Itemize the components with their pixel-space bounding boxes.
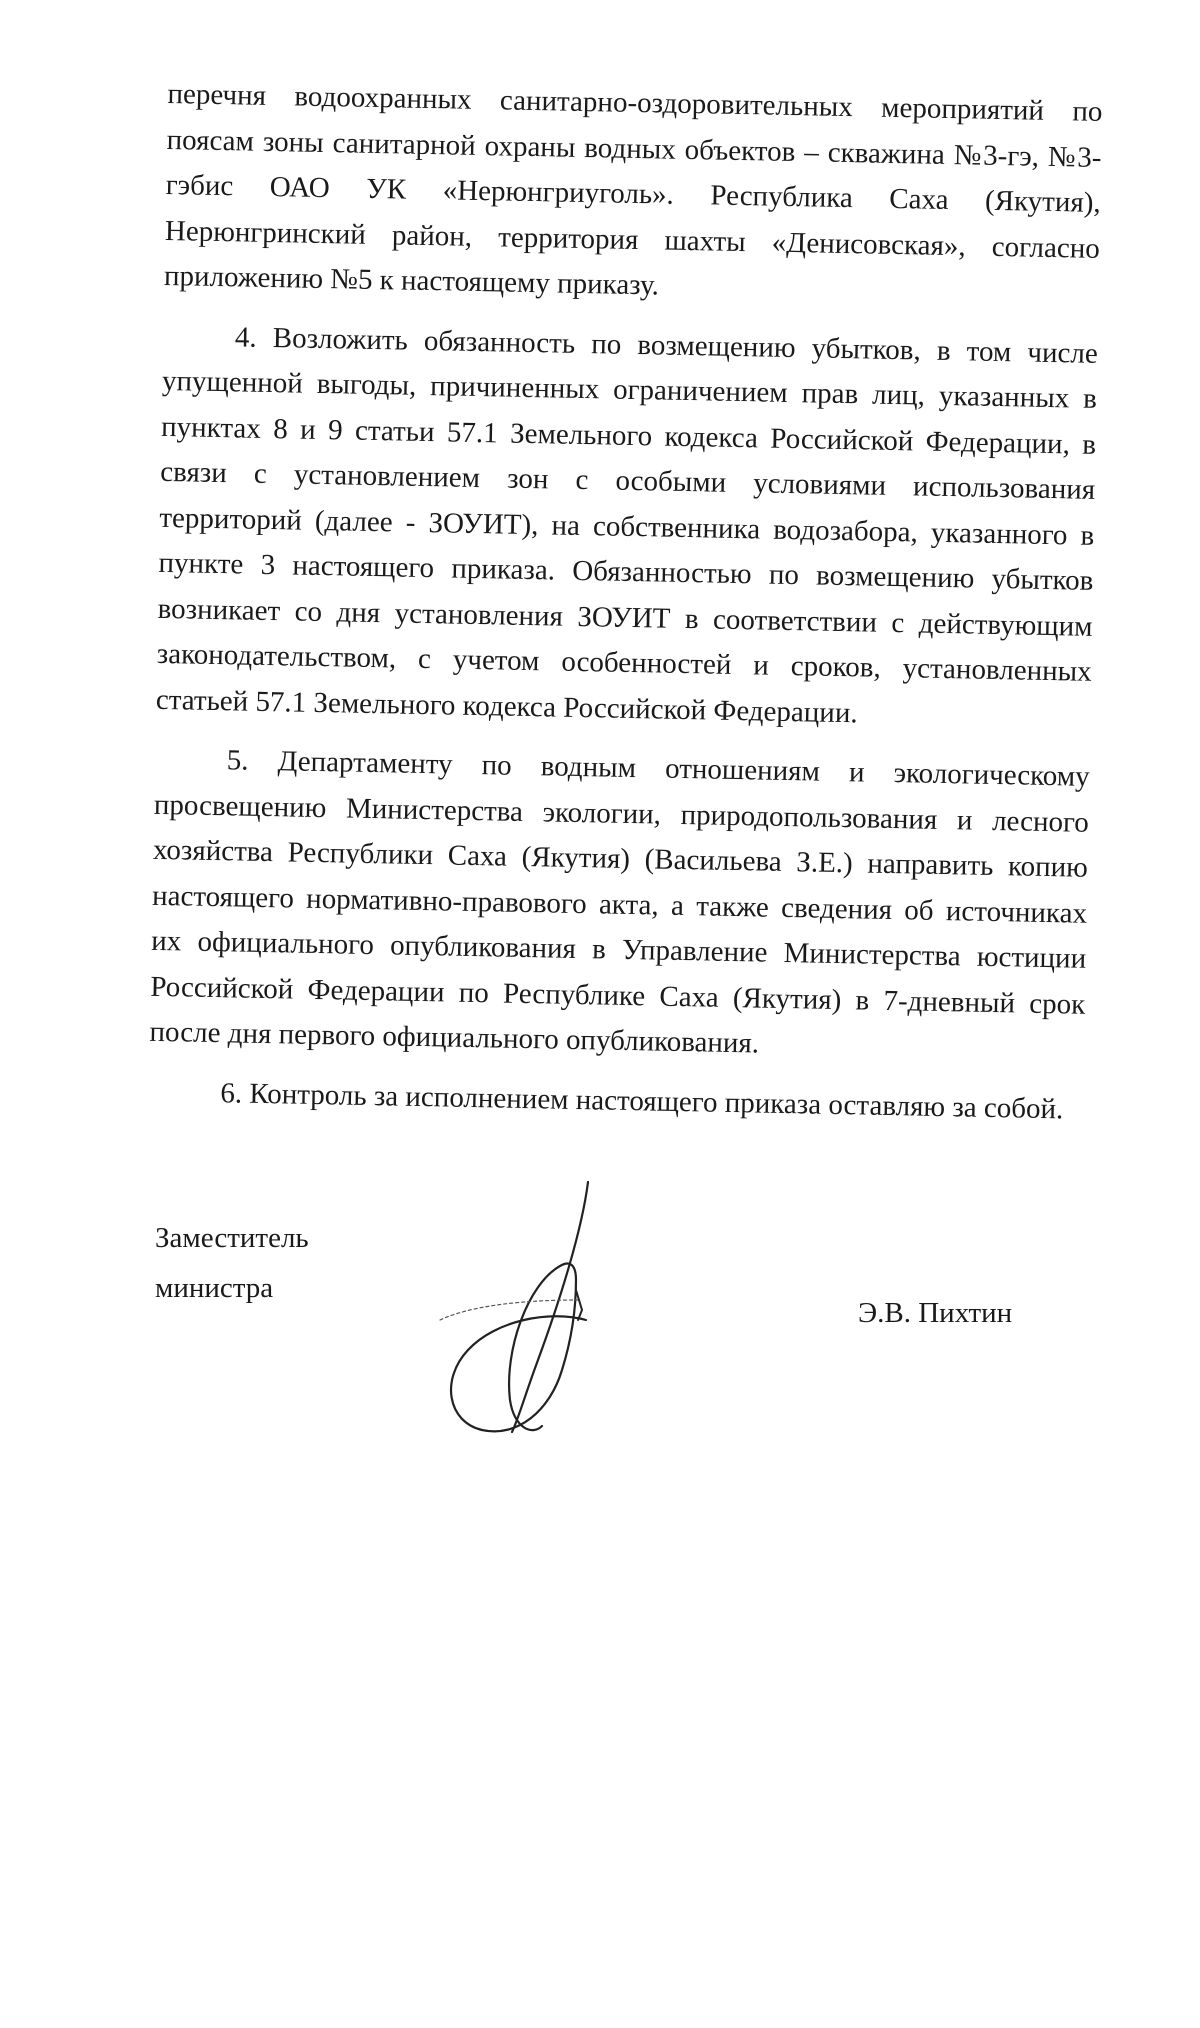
signatory-name: Э.В. Пихтин	[858, 1297, 1013, 1329]
signatory-title-line-1: Заместитель	[155, 1222, 309, 1254]
signatory-title-line-2: министра	[155, 1272, 274, 1304]
paragraph-continuation: перечня водоохранных санитарно-оздоровительных мероприятий по поясам зоны санитарной охраны водных объектов – скважина №3-гэ, №3-гэбис ОАО УК «Нерюнгриуголь». Республика Саха (Якутия), Нерюнгринский район, территория шахты «Денисовская», согласно приложению №5 к настоящему приказу.	[163, 77, 1103, 302]
paragraph-item-6: 6. Контроль за исполнением настоящего приказа оставляю за собой.	[220, 1076, 1064, 1125]
paragraph-item-5: 5. Департаменту по водным отношениям и экологическому просвещению Министерства экологии, природопользования и лесного хозяйства Республики Саха (Якутия) (Васильева З.Е.) направить копию настоящего нормативно-правового акта, а также сведения об источниках их официального опубликования в Управление Министерства юстиции Российской Федерации по Республике Саха (Якутия) в 7-дневный срок после дня первого официального опубликования.	[149, 744, 1090, 1060]
handwritten-signature	[400, 1170, 650, 1460]
paragraph-item-4: 4. Возложить обязанность по возмещению убытков, в том числе упущенной выгоды, причиненных ограничением прав лиц, указанных в пунктах 8 и 9 статьи 57.1 Земельного кодекса Российской Федерации, в связи с установлением зон с особыми условиями использования территорий (далее - ЗОУИТ), на собственника водозабора, указанного в пункте 3 настоящего приказа. Обязанностью по возмещению убытков возникает со дня установления ЗОУИТ в соответствии с действующим законодательством, с учетом особенностей и сроков, установленных статьей 57.1 Земельного кодекса Российской Федерации.	[155, 320, 1099, 729]
document-body	[148, 72, 1103, 1147]
